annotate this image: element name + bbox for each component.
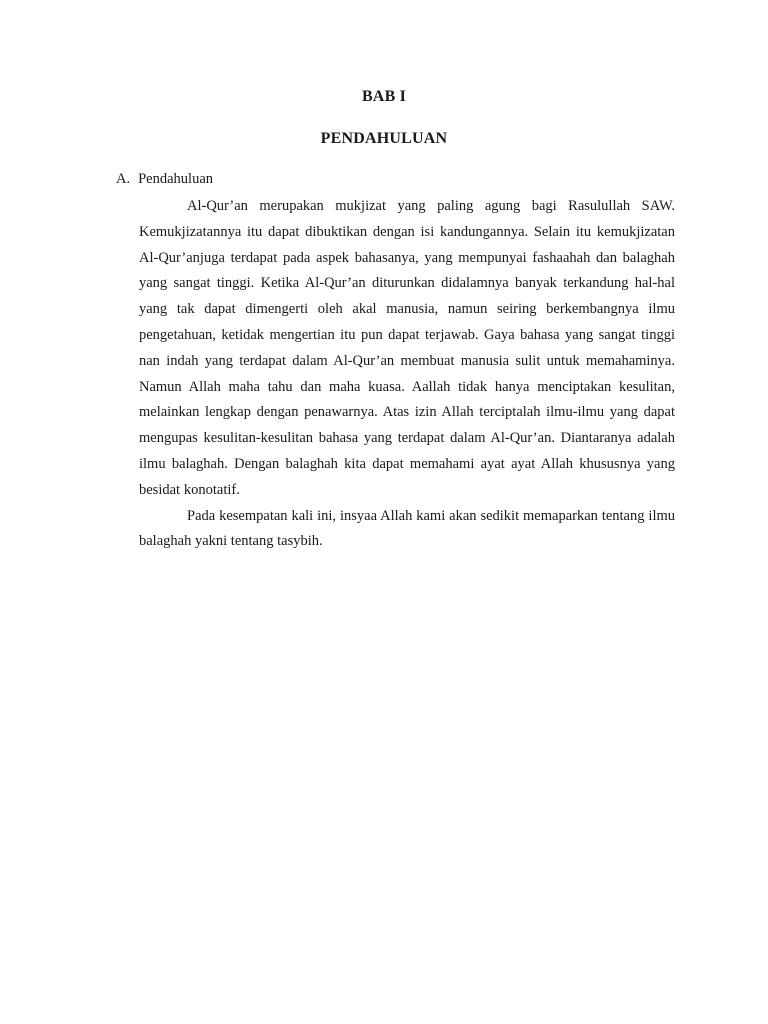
section-title: Pendahuluan xyxy=(138,171,214,187)
section-marker: A. xyxy=(116,171,131,187)
paragraph: Al-Qur’an merupakan mukjizat yang paling agung bagi Rasulullah SAW. Kemukjizatannya itu dapat dibuktikan dengan isi kandungannya. Selain itu kemukjizatan Al-Qur’anjuga terdapat pada aspek bahasanya, yang mempunyai fashaahah dan balaghah yang sangat tinggi. Ketika Al-Qur’an diturunkan didalamnya banyak terkandung hal-hal yang tak dapat dimengerti oleh akal manusia, namun seiring berkembangnya ilmu pengetahuan, ketidak mengertian itu pun dapat terjawab. Gaya bahasa yang sangat tinggi nan indah yang terdapat dalam Al-Qur’an membuat manusia sulit untuk memahaminya. Namun Allah maha tahu dan maha kuasa. Aallah tidak hanya menciptakan kesulitan, melainkan lengkap dengan penawarnya. Atas izin Allah terciptalah ilmu-ilmu yang dapat mengupas kesulitan-kesulitan bahasa yang terdapat dalam Al-Qur’an. Diantaranya adalah ilmu balaghah. Dengan balaghah kita dapat memahami ayat ayat Allah khususnya yang besidat konotatif. xyxy=(139,198,675,498)
section-heading xyxy=(116,171,213,188)
section-body xyxy=(139,194,675,555)
chapter-title: PENDAHULUAN xyxy=(320,130,448,147)
chapter-number: BAB I xyxy=(361,88,407,105)
paragraph: Pada kesempatan kali ini, insyaa Allah kami akan sedikit memaparkan tentang ilmu balaghah yakni tentang tasybih. xyxy=(139,507,675,550)
